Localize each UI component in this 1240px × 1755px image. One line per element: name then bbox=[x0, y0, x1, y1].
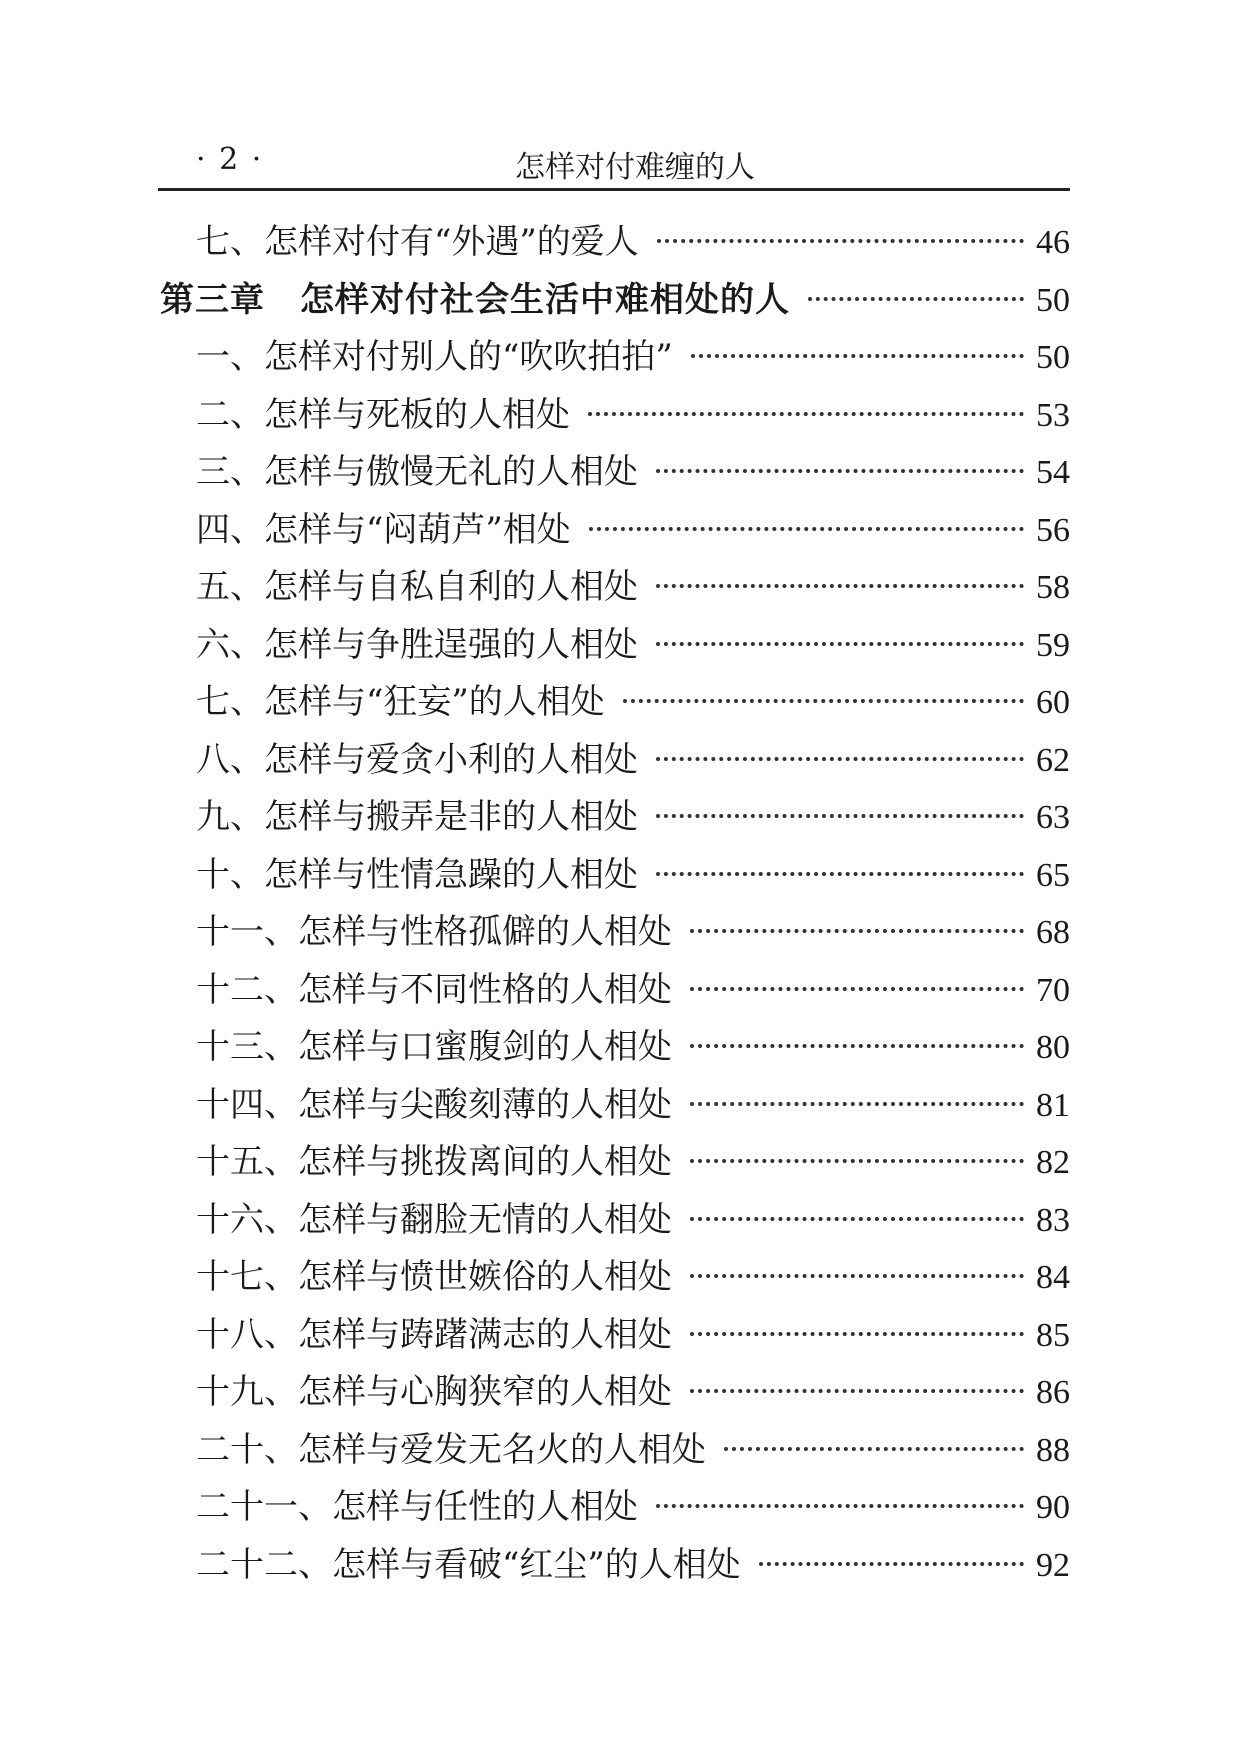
dot-leader bbox=[724, 1447, 1024, 1451]
toc-entry-page: 62 bbox=[1036, 741, 1070, 779]
dot-leader bbox=[656, 642, 1024, 646]
toc-section-entry bbox=[160, 395, 1070, 453]
page-number: · 2 · bbox=[196, 142, 264, 177]
dot-leader bbox=[656, 757, 1024, 761]
toc-section-entry bbox=[160, 912, 1070, 970]
toc-entry-title: 七、怎样对付有“外遇”的爱人 bbox=[196, 222, 639, 262]
toc-entry-page: 85 bbox=[1036, 1316, 1070, 1354]
book-title: 怎样对付难缠的人 bbox=[515, 150, 755, 185]
toc-entry-title: 十六、怎样与翻脸无情的人相处 bbox=[196, 1199, 672, 1240]
dot-leader bbox=[656, 584, 1024, 588]
dot-leader bbox=[691, 354, 1024, 358]
toc-section-entry bbox=[160, 625, 1070, 683]
toc-entry-title: 八、怎样与爱贪小利的人相处 bbox=[196, 739, 638, 780]
toc-entry-title: 十四、怎样与尖酸刻薄的人相处 bbox=[196, 1084, 672, 1125]
toc-entry-page: 82 bbox=[1036, 1144, 1070, 1181]
toc-section-entry bbox=[160, 970, 1070, 1028]
toc-entry-title: 二十一、怎样与任性的人相处 bbox=[196, 1487, 638, 1527]
toc-entry-page: 80 bbox=[1036, 1029, 1070, 1066]
toc-section-entry bbox=[160, 452, 1070, 510]
header-rule bbox=[158, 188, 1070, 191]
toc-section-entry bbox=[160, 855, 1070, 913]
toc-entry-title: 二、怎样与死板的人相处 bbox=[196, 394, 570, 435]
toc-entry-title: 九、怎样与搬弄是非的人相处 bbox=[196, 797, 638, 837]
toc-entry-page: 59 bbox=[1036, 626, 1070, 664]
dot-leader bbox=[656, 814, 1024, 818]
toc-section-entry bbox=[160, 1257, 1070, 1315]
toc-entry-title: 十、怎样与性情急躁的人相处 bbox=[196, 854, 638, 895]
dot-leader bbox=[690, 987, 1024, 991]
toc-section-entry bbox=[160, 740, 1070, 798]
toc-section-entry bbox=[160, 682, 1070, 740]
toc-entry-title: 三、怎样与傲慢无礼的人相处 bbox=[196, 452, 638, 492]
dot-leader bbox=[623, 699, 1024, 703]
toc-entry-title: 二十、怎样与爱发无名火的人相处 bbox=[196, 1429, 706, 1470]
toc-entry-title: 第三章 怎样对付社会生活中难相处的人 bbox=[160, 279, 790, 320]
toc-entry-title: 六、怎样与争胜逞强的人相处 bbox=[196, 624, 638, 665]
toc-entry-page: 90 bbox=[1036, 1489, 1070, 1526]
toc-entry-title: 十八、怎样与踌躇满志的人相处 bbox=[196, 1314, 672, 1355]
toc-entry-page: 46 bbox=[1036, 224, 1070, 261]
dot-leader bbox=[808, 297, 1024, 301]
running-header bbox=[160, 138, 1070, 190]
toc-entry-page: 84 bbox=[1036, 1259, 1070, 1296]
toc-entry-page: 70 bbox=[1036, 971, 1070, 1009]
toc-entry-page: 83 bbox=[1036, 1201, 1070, 1239]
dot-leader bbox=[656, 1504, 1024, 1508]
toc-section-entry bbox=[160, 1142, 1070, 1200]
toc-entry-page: 92 bbox=[1036, 1546, 1070, 1584]
toc-entry-page: 65 bbox=[1036, 856, 1070, 894]
toc-entry-title: 一、怎样对付别人的“吹吹拍拍” bbox=[196, 337, 673, 377]
toc-section-entry bbox=[160, 797, 1070, 855]
toc-entry-page: 50 bbox=[1036, 281, 1070, 319]
dot-leader bbox=[690, 1102, 1024, 1106]
toc-entry-title: 十二、怎样与不同性格的人相处 bbox=[196, 969, 672, 1010]
toc-entry-title: 四、怎样与“闷葫芦”相处 bbox=[196, 509, 571, 550]
toc-entry-page: 53 bbox=[1036, 396, 1070, 434]
toc-entry-title: 十九、怎样与心胸狭窄的人相处 bbox=[196, 1372, 672, 1412]
toc-section-entry bbox=[160, 1545, 1070, 1603]
toc-entry-page: 88 bbox=[1036, 1431, 1070, 1469]
toc-entry-title: 七、怎样与“狂妄”的人相处 bbox=[196, 682, 605, 722]
toc-entry-title: 十一、怎样与性格孤僻的人相处 bbox=[196, 912, 672, 952]
toc-entry-page: 68 bbox=[1036, 914, 1070, 951]
toc-entry-page: 56 bbox=[1036, 511, 1070, 549]
dot-leader bbox=[690, 1044, 1024, 1048]
toc-section-entry bbox=[160, 1487, 1070, 1545]
dot-leader bbox=[690, 1389, 1024, 1393]
toc-entry-page: 86 bbox=[1036, 1374, 1070, 1411]
toc-entry-title: 二十二、怎样与看破“红尘”的人相处 bbox=[196, 1544, 741, 1585]
table-of-contents bbox=[160, 222, 1070, 1602]
toc-section-entry bbox=[160, 1430, 1070, 1488]
toc-entry-page: 58 bbox=[1036, 569, 1070, 606]
toc-section-entry bbox=[160, 222, 1070, 280]
dot-leader bbox=[759, 1562, 1024, 1566]
toc-entry-page: 81 bbox=[1036, 1086, 1070, 1124]
dot-leader bbox=[690, 1217, 1024, 1221]
toc-section-entry bbox=[160, 1315, 1070, 1373]
dot-leader bbox=[656, 872, 1024, 876]
dot-leader bbox=[690, 1159, 1024, 1163]
toc-entry-title: 十五、怎样与挑拨离间的人相处 bbox=[196, 1142, 672, 1182]
dot-leader bbox=[588, 412, 1024, 416]
dot-leader bbox=[690, 1332, 1024, 1336]
toc-chapter-entry bbox=[160, 280, 1070, 338]
toc-section-entry bbox=[160, 1027, 1070, 1085]
dot-leader bbox=[656, 469, 1024, 473]
toc-entry-page: 63 bbox=[1036, 799, 1070, 836]
dot-leader bbox=[690, 929, 1024, 933]
toc-section-entry bbox=[160, 1372, 1070, 1430]
toc-section-entry bbox=[160, 1085, 1070, 1143]
toc-section-entry bbox=[160, 1200, 1070, 1258]
toc-entry-page: 50 bbox=[1036, 339, 1070, 376]
dot-leader bbox=[589, 527, 1024, 531]
toc-entry-title: 十三、怎样与口蜜腹剑的人相处 bbox=[196, 1027, 672, 1067]
dot-leader bbox=[690, 1274, 1024, 1278]
toc-section-entry bbox=[160, 510, 1070, 568]
toc-entry-page: 54 bbox=[1036, 454, 1070, 491]
toc-entry-title: 五、怎样与自私自利的人相处 bbox=[196, 567, 638, 607]
dot-leader bbox=[657, 239, 1024, 243]
toc-section-entry bbox=[160, 567, 1070, 625]
toc-entry-title: 十七、怎样与愤世嫉俗的人相处 bbox=[196, 1257, 672, 1297]
toc-entry-page: 60 bbox=[1036, 684, 1070, 721]
toc-section-entry bbox=[160, 337, 1070, 395]
